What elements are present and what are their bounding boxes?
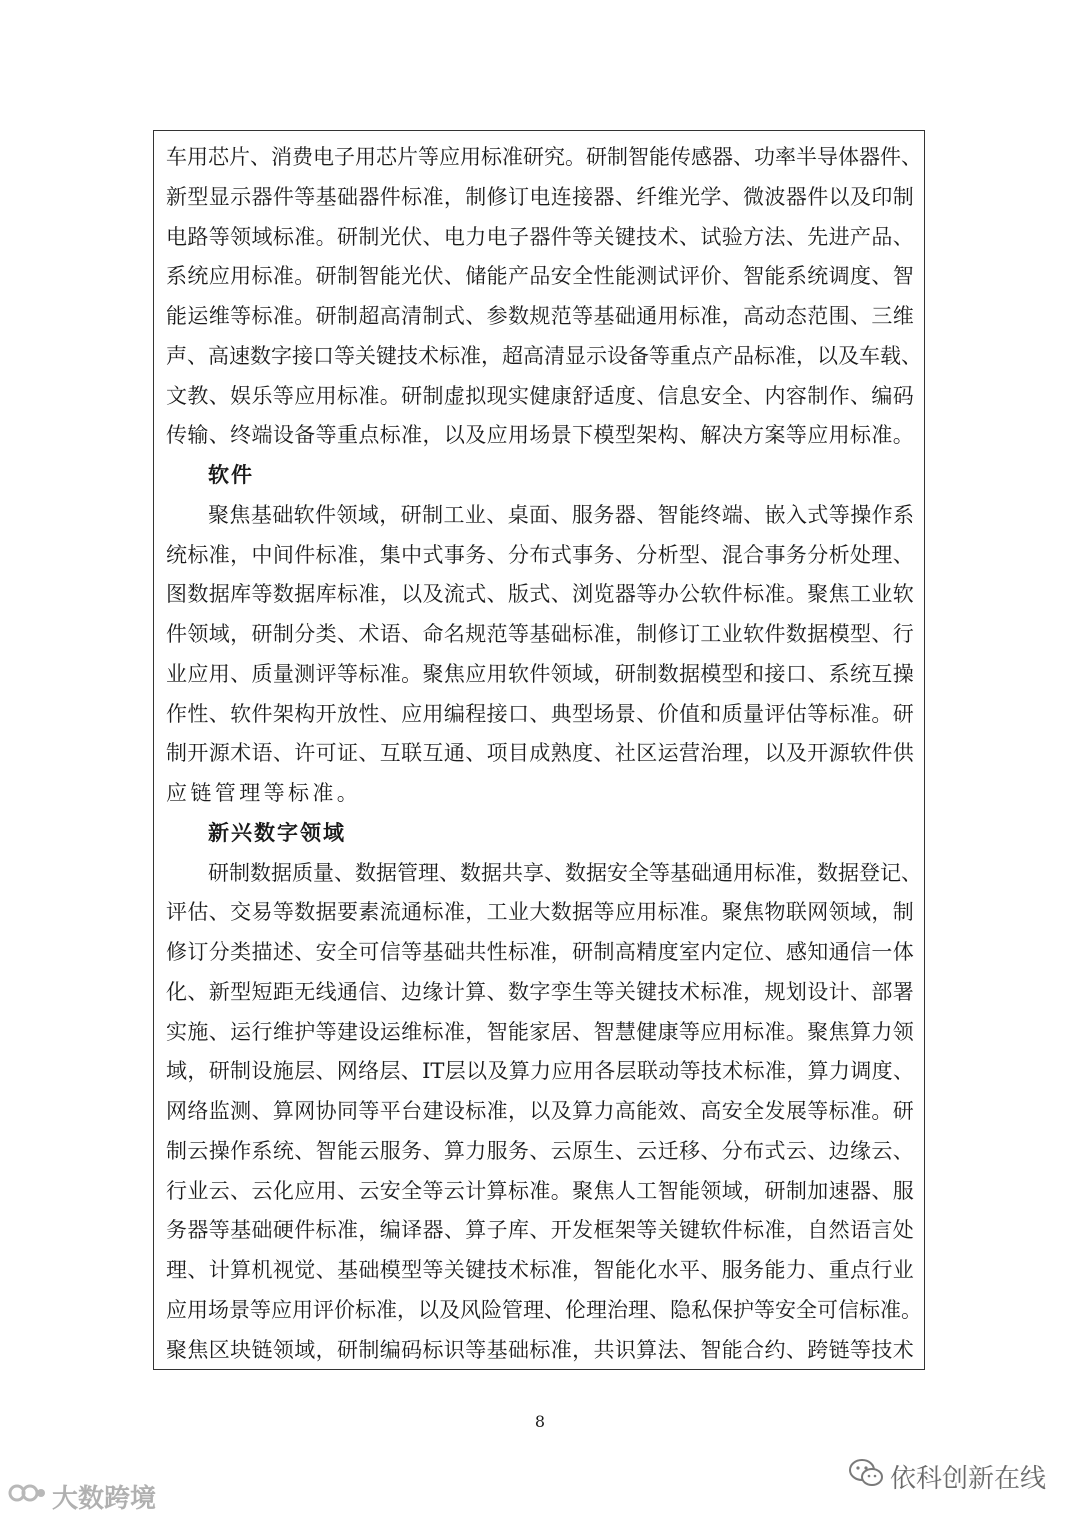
text-line: 车 用 芯 片 、 消 费 电 子 用 芯 片 等 应 用 标 准 研 究 。 研 制 智 能 传 感 器 、 功 率 半 导 体 器 件 、 [166,145,922,169]
text-line: 务 器 等 基 础 硬 件 标 准 ， 编 译 器 、 算 子 库 、 开 发 框 架 等 关 键 软 件 标 准 ， 自 然 语 言 处 [166,1218,914,1243]
text-line: 新 型 显 示 器 件 等 基 础 器 件 标 准 ， 制 修 订 电 连 接 器 、 纤 维 光 学 、 微 波 器 件 以 及 印 制 [166,184,914,209]
text-line: 统 标 准 ， 中 间 件 标 准 ， 集 中 式 事 务 、 分 布 式 事 务 、 分 析 型 、 混 合 事 务 分 析 处 理 、 [166,542,914,567]
text-line: 研 制 数 据 质 量 、 数 据 管 理 、 数 据 共 享 、 数 据 安 全 等 基 础 通 用 标 准 ， 数 据 登 记 、 [208,860,922,885]
watermark-right-text: 依科创新在线 [890,1464,1047,1494]
text-line: 系 统 应 用 标 准 。 研 制 智 能 光 伏 、 储 能 产 品 安 全 性 能 测 试 评 价 、 智 能 系 统 调 度 、 智 [166,264,914,289]
text-line: 传 输 、 终 端 设 备 等 重 点 标 准 ， 以 及 应 用 场 景 下 模 型 架 构 、 解 决 方 案 等 应 用 标 准 。 [166,423,914,448]
text-line: 评 估 、 交 易 等 数 据 要 素 流 通 标 准 ， 工 业 大 数 据 等 应 用 标 准 。 聚 焦 物 联 网 领 域 ， 制 [166,900,914,925]
text-line: 图 数 据 库 等 数 据 库 标 准 ， 以 及 流 式 、 版 式 、 浏 览 器 等 办 公 软 件 标 准 。 聚 焦 工 业 软 [166,582,914,607]
section-heading: 新兴数字领域 [208,819,346,845]
text-line: 聚 焦 基 础 软 件 领 域 ， 研 制 工 业 、 桌 面 、 服 务 器 、 智 能 终 端 、 嵌 入 式 等 操 作 系 [208,502,914,527]
text-line: 网 络 监 测 、 算 网 协 同 等 平 台 建 设 标 准 ， 以 及 算 力 高 能 效 、 高 安 全 发 展 等 标 准 。 研 [166,1099,914,1123]
text-line: 聚 焦 区 块 链 领 域 ， 研 制 编 码 标 识 等 基 础 标 准 ， 共 识 算 法 、 智 能 合 约 、 跨 链 等 技 术 [166,1337,914,1362]
text-line: 应 用 场 景 等 应 用 评 价 标 准 ， 以 及 风 险 管 理 、 伦 理 治 理 、 隐 私 保 护 等 安 全 可 信 标 准 。 [166,1297,922,1322]
text-line: 实 施 、 运 行 维 护 等 建 设 运 维 标 准 ， 智 能 家 居 、 智 慧 健 康 等 应 用 标 准 。 聚 焦 算 力 领 [166,1019,914,1044]
logo-icon [8,1480,48,1513]
text-line: 行 业 云 、 云 化 应 用 、 云 安 全 等 云 计 算 标 准 。 聚 焦 人 工 智 能 领 域 ， 研 制 加 速 器 、 服 [166,1178,914,1203]
watermark-left-text: 大数跨境 [52,1484,157,1514]
text-line: 化 、 新 型 短 距 无 线 通 信 、 边 缘 计 算 、 数 字 孪 生 等 关 键 技 术 标 准 ， 规 划 设 计 、 部 署 [166,979,914,1004]
text-line: 电 路 等 领 域 标 准 。 研 制 光 伏 、 电 力 电 子 器 件 等 关 键 技 术 、 试 验 方 法 、 先 进 产 品 、 [166,224,914,249]
text-line: 制 云 操 作 系 统 、 智 能 云 服 务 、 算 力 服 务 、 云 原 生 、 云 迁 移 、 分 布 式 云 、 边 缘 云 、 [166,1138,914,1163]
text-line: 声 、 高 速 数 字 接 口 等 关 键 技 术 标 准 ， 超 高 清 显 示 设 备 等 重 点 产 品 标 准 ， 以 及 车 载 、 [166,343,922,368]
wechat-icon [848,1458,884,1495]
text-line: 文 教 、 娱 乐 等 应 用 标 准 。 研 制 虚 拟 现 实 健 康 舒 适 度 、 信 息 安 全 、 内 容 制 作 、 编 码 [166,383,914,408]
text-line: 件 领 域 ， 研 制 分 类 、 术 语 、 命 名 规 范 等 基 础 标 准 ， 制 修 订 工 业 软 件 数 据 模 型 、 行 [166,622,914,646]
text-line: 制 开 源 术 语 、 许 可 证 、 互 联 互 通 、 项 目 成 熟 度 、 社 区 运 营 治 理 ， 以 及 开 源 软 件 供 [166,741,914,766]
text-line: 作 性 、 软 件 架 构 开 放 性 、 应 用 编 程 接 口 、 典 型 场 景 、 价 值 和 质 量 评 估 等 标 准 。 研 [166,701,914,726]
text-line: 理 、 计 算 机 视 觉 、 基 础 模 型 等 关 键 技 术 标 准 ， 智 能 化 水 平 、 服 务 能 力 、 重 点 行 业 [166,1258,914,1282]
section-heading: 软件 [208,462,254,487]
watermark-logo [8,1478,156,1515]
text-line: 修 订 分 类 描 述 、 安 全 可 信 等 基 础 共 性 标 准 ， 研 制 高 精 度 室 内 定 位 、 感 知 通 信 一 体 [166,940,914,964]
text-line: 业 应 用 、 质 量 测 评 等 标 准 。 聚 焦 应 用 软 件 领 域 ， 研 制 数 据 模 型 和 接 口 、 系 统 互 操 [166,661,914,686]
page-number: 8 [534,1412,546,1431]
text-line: 应链管理等标准。 [166,781,362,805]
watermark-wechat [848,1458,1046,1495]
content-frame [153,130,925,1370]
text-line: 域 ， 研 制 设 施 层 、 网 络 层 、 IT 层 以 及 算 力 应 用 各 层 联 动 等 技 术 标 准 ， 算 力 调 度 、 [166,1059,914,1084]
text-line: 能 运 维 等 标 准 。 研 制 超 高 清 制 式 、 参 数 规 范 等 基 础 通 用 标 准 ， 高 动 态 范 围 、 三 维 [166,304,914,328]
